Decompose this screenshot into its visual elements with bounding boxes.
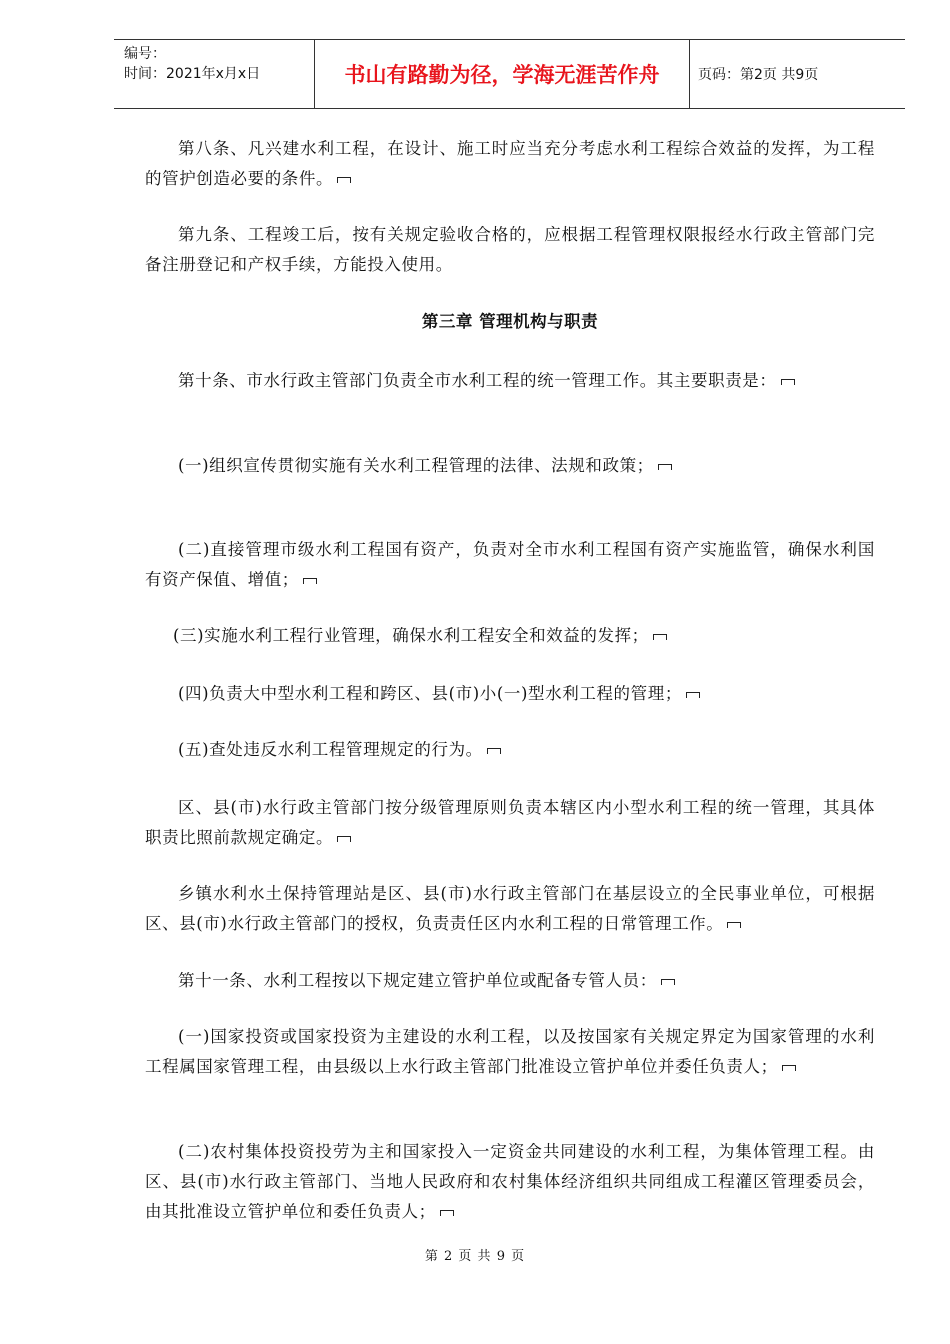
article-10-text: 第十条、市水行政主管部门负责全市水利工程的统一管理工作。其主要职责是： (178, 371, 777, 390)
article-11-item-1 (145, 1022, 875, 1082)
header-meta (114, 40, 315, 108)
page-header (114, 39, 905, 109)
township-station-text: 乡镇水利水土保持管理站是区、县(市)水行政主管部门在基层设立的全民事业单位，可根据区、县(市)水行政主管部门的授权，负责责任区内水利工程的日常管理工作。 (145, 884, 875, 933)
paragraph-mark-icon (658, 464, 672, 470)
item-2-text: (二)直接管理市级水利工程国有资产，负责对全市水利工程国有资产实施监管，确保水利国有资产保值、增值； (145, 540, 875, 589)
item-5-text: (五)查处违反水利工程管理规定的行为。 (178, 740, 483, 759)
paragraph-mark-icon (337, 177, 351, 183)
paragraph-mark-icon (487, 748, 501, 754)
paragraph-mark-icon (440, 1210, 454, 1216)
article-11-item-2 (145, 1137, 875, 1227)
article-8 (145, 134, 875, 194)
article-11 (145, 966, 875, 996)
paragraph-mark-icon (303, 578, 317, 584)
paragraph-mark-icon (686, 692, 700, 698)
paragraph-mark-icon (653, 634, 667, 640)
paragraph-mark-icon (781, 379, 795, 385)
article-11-item-1-text: (一)国家投资或国家投资为主建设的水利工程，以及按国家有关规定界定为国家管理的水利工程属国家管理工程，由县级以上水行政主管部门批准设立管护单位并委任负责人； (145, 1027, 875, 1076)
article-10-item-3 (145, 621, 875, 651)
item-3-text: (三)实施水利工程行业管理，确保水利工程安全和效益的发挥； (173, 626, 649, 645)
article-11-item-2-text: (二)农村集体投资投劳为主和国家投入一定资金共同建设的水利工程，为集体管理工程。由区、县(市)水行政主管部门、当地人民政府和农村集体经济组织共同组成工程灌区管理委员会，由其批准设立管护单位和委任负责人； (145, 1142, 875, 1221)
paragraph-mark-icon (782, 1065, 796, 1071)
header-page-label: 页码：第2页 共9页 (698, 67, 819, 83)
article-9-text: 第九条、工程竣工后，按有关规定验收合格的，应根据工程管理权限报经水行政主管部门完备注册登记和产权手续，方能投入使用。 (145, 225, 875, 274)
article-10-item-4 (145, 679, 875, 709)
paragraph-mark-icon (727, 922, 741, 928)
paragraph-mark-icon (661, 979, 675, 985)
date-label: 时间：2021年x月x日 (124, 66, 261, 82)
district-duties (145, 793, 875, 853)
paragraph-mark-icon (337, 836, 351, 842)
number-label: 编号： (124, 46, 166, 62)
article-10-item-5 (145, 735, 875, 765)
article-10 (145, 366, 875, 396)
item-4-text: (四)负责大中型水利工程和跨区、县(市)小(一)型水利工程的管理； (178, 684, 682, 703)
page-footer: 第 2 页 共 9 页 (424, 1249, 526, 1264)
article-10-item-1 (145, 451, 875, 481)
chapter-title: 第三章 管理机构与职责 (421, 312, 599, 331)
article-10-item-2 (145, 535, 875, 595)
district-duties-text: 区、县(市)水行政主管部门按分级管理原则负责本辖区内小型水利工程的统一管理，其具体职责比照前款规定确定。 (145, 798, 875, 847)
township-station (145, 879, 875, 939)
article-11-text: 第十一条、水利工程按以下规定建立管护单位或配备专管人员： (178, 971, 657, 990)
article-9 (145, 220, 875, 280)
item-1-text: (一)组织宣传贯彻实施有关水利工程管理的法律、法规和政策； (178, 456, 654, 475)
article-8-text: 第八条、凡兴建水利工程，在设计、施工时应当充分考虑水利工程综合效益的发挥，为工程的管护创造必要的条件。 (145, 139, 875, 188)
header-motto: 书山有路勤为径，学海无涯苦作舟 (315, 40, 690, 108)
